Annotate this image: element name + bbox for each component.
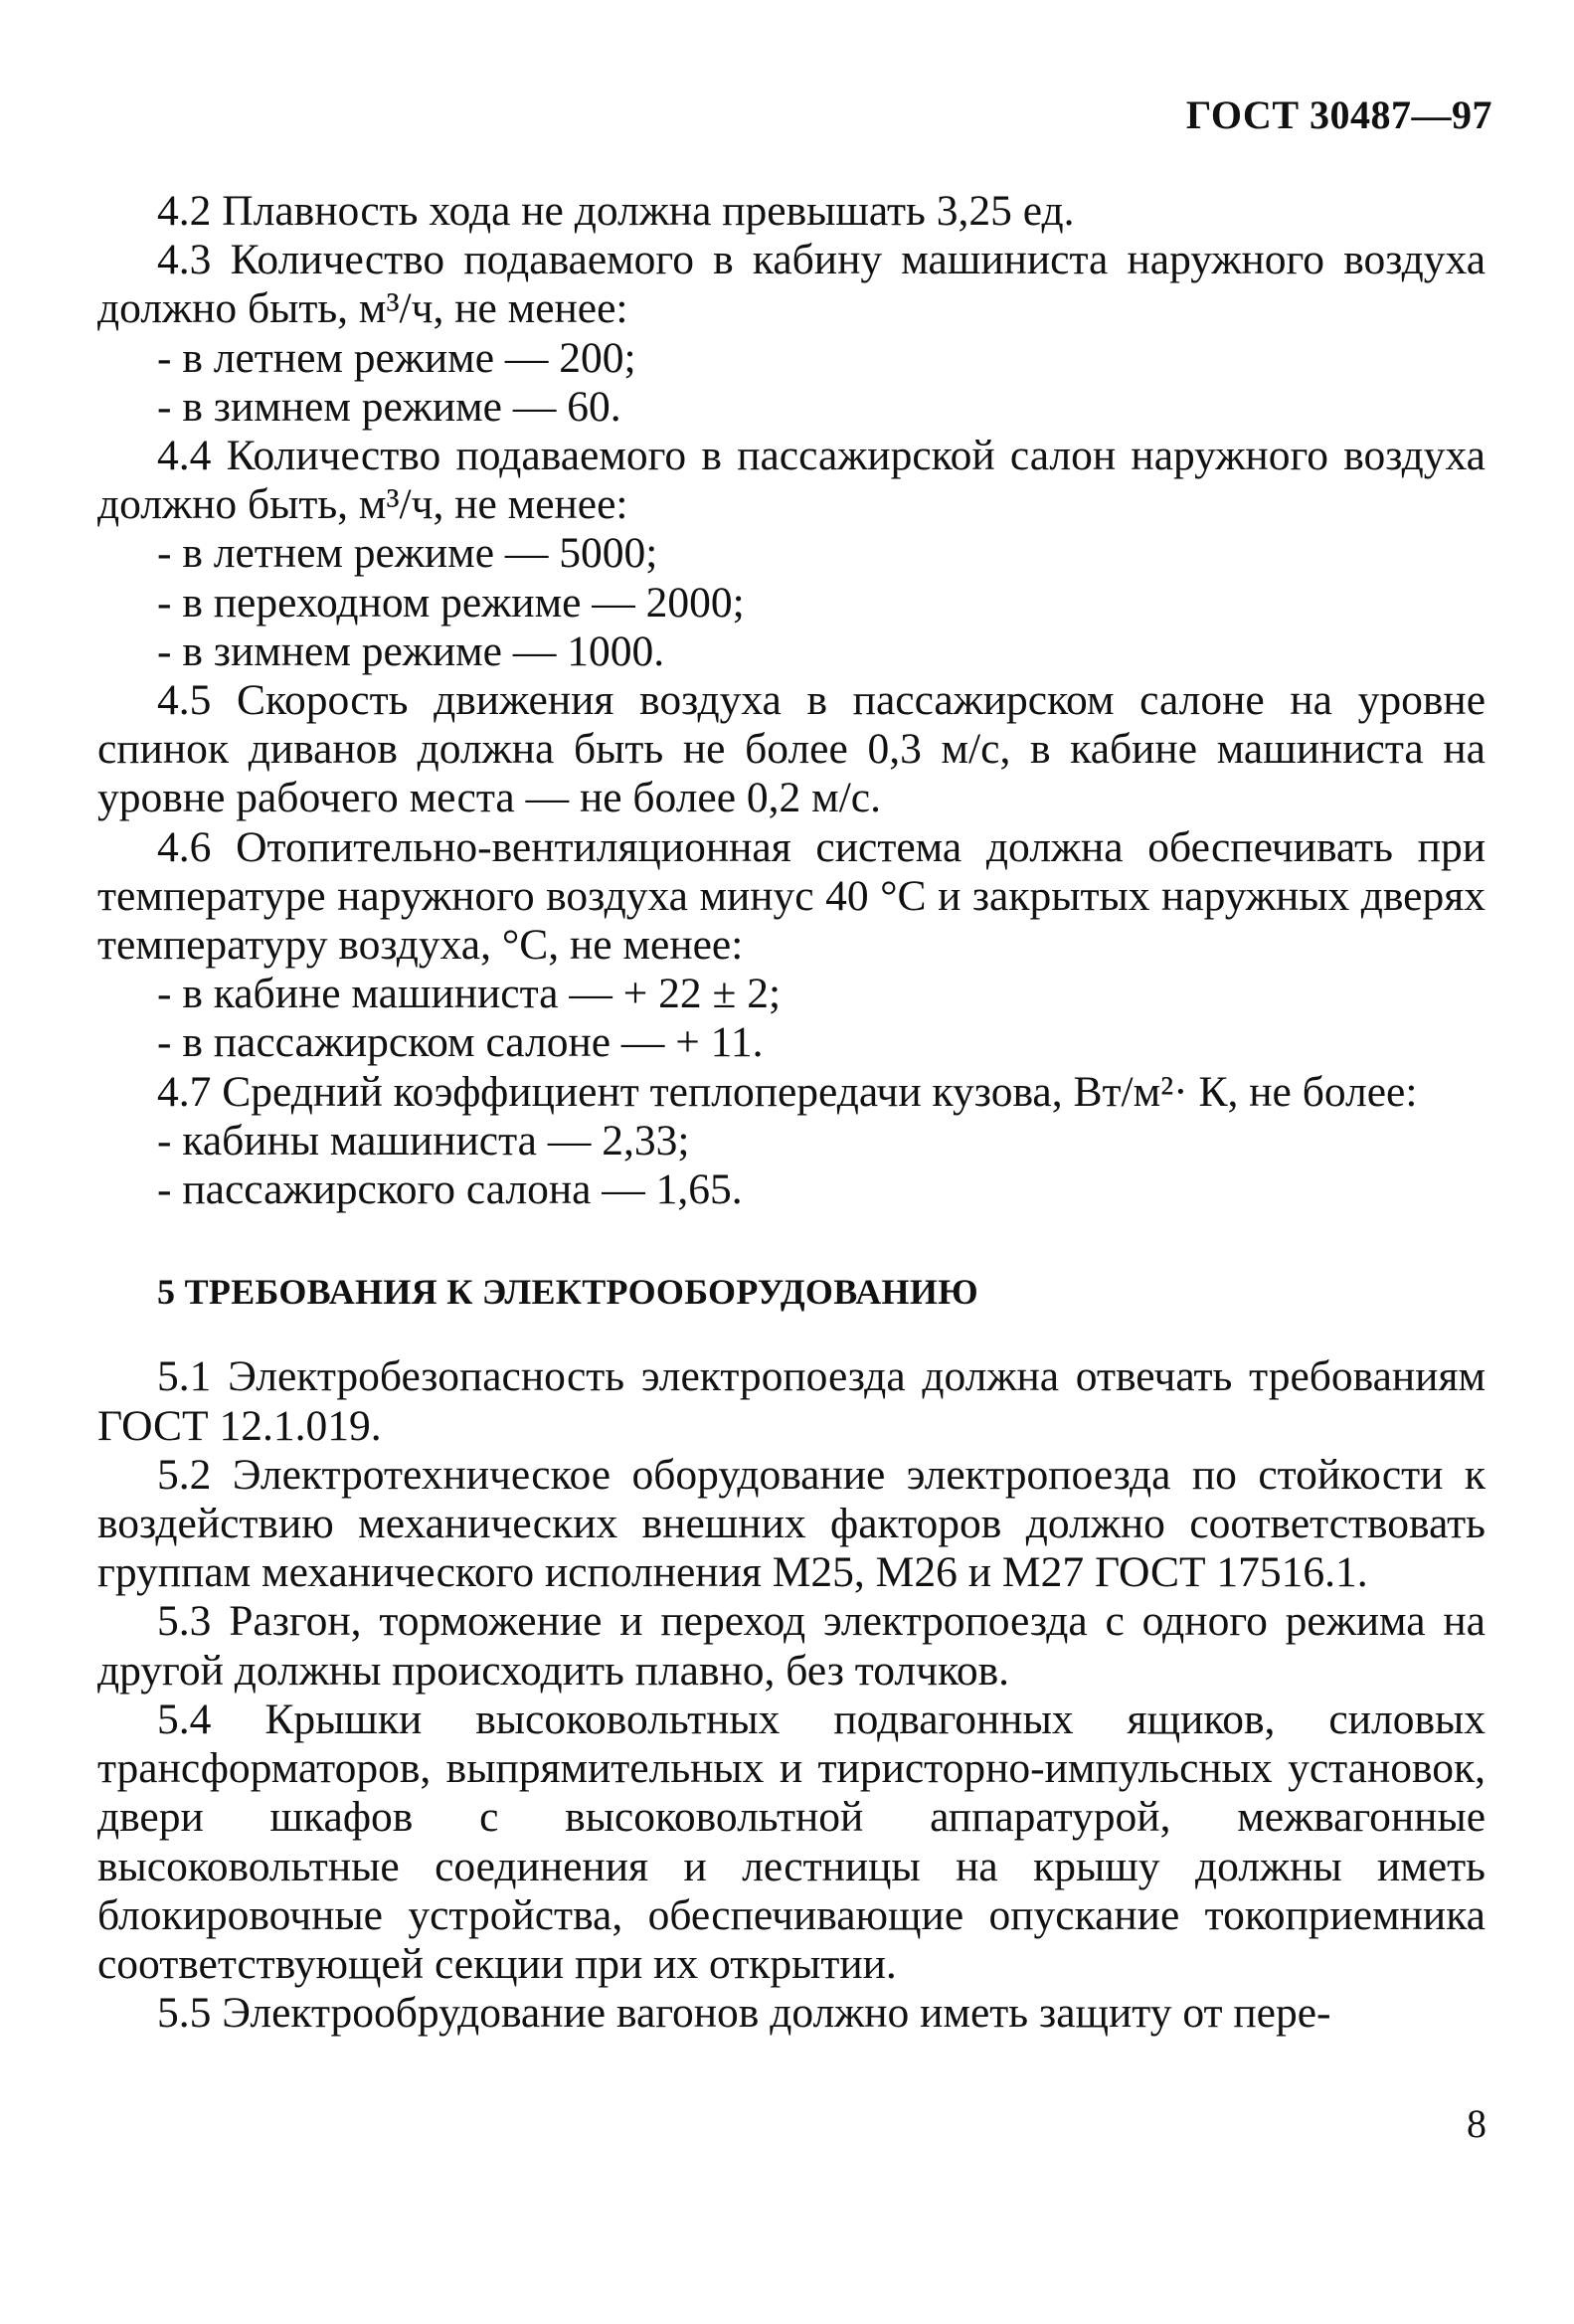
list-item: - в зимнем режиме — 1000. (157, 626, 665, 675)
list-item: - в пассажирском салоне — + 11. (157, 1018, 764, 1067)
document-body (97, 187, 1486, 2038)
document-header: ГОСТ 30487—97 (1185, 92, 1492, 137)
paragraph-5-2: 5.2 Электротехническое оборудование электропоезда по стойкости к воздействию механических внешних факторов должно соответствовать группам механического исполнения М25, М26 и М27 ГОСТ 17516.1. (97, 1450, 1486, 1597)
list-item: - в летнем режиме — 200; (157, 333, 636, 382)
paragraph-4-5: 4.5 Скорость движения воздуха в пассажирском салоне на уровне спинок диванов должна быть не более 0,3 м/с, в кабине машиниста на уровне рабочего места — не более 0,2 м/с. (97, 676, 1486, 822)
paragraph-5-4: 5.4 Крышки высоковольтных подвагонных ящиков, силовых трансформаторов, выпрямительных и тиристорно-импульсных установок, двери шкафов с высоковольтной аппаратурой, межвагонные высоковольтные соединения и лестницы на крышу должны иметь блокировочные устройства, обеспечивающие опускание токоприемника соответствующей секции при их открытии. (97, 1695, 1486, 1988)
list-item: - в кабине машиниста — + 22 ± 2; (157, 970, 782, 1018)
list-item: - пассажирского салона — 1,65. (157, 1165, 743, 1214)
list-item: - в летнем режиме — 5000; (157, 529, 658, 578)
list-item: - в переходном режиме — 2000; (157, 578, 745, 626)
paragraph-5-5: 5.5 Электрообрудование вагонов должно иметь защиту от пере- (157, 1989, 1331, 2038)
paragraph-5-3: 5.3 Разгон, торможение и переход электропоезда с одного режима на другой должны происходить плавно, без толчков. (97, 1597, 1486, 1695)
paragraph-5-1: 5.1 Электробезопасность электропоезда должна отвечать требованиям ГОСТ 12.1.019. (97, 1352, 1486, 1450)
paragraph-4-4: 4.4 Количество подаваемого в пассажирской салон наружного воздуха должно быть, м³/ч, не менее: (97, 432, 1486, 529)
paragraph-4-2: 4.2 Плавность хода не должна превышать 3,25 ед. (157, 187, 1075, 235)
paragraph-4-3: 4.3 Количество подаваемого в кабину машиниста наружного воздуха должно быть, м³/ч, не менее: (97, 236, 1486, 333)
section-5-heading: 5 ТРЕБОВАНИЯ К ЭЛЕКТРООБОРУДОВАНИЮ (157, 1272, 978, 1313)
list-item: - в зимнем режиме — 60. (157, 382, 621, 431)
page-number: 8 (1467, 2101, 1487, 2146)
list-item: - кабины машиниста — 2,33; (157, 1116, 690, 1164)
paragraph-4-7: 4.7 Средний коэффициент теплопередачи кузова, Вт/м²· К, не более: (157, 1067, 1418, 1116)
paragraph-4-6: 4.6 Отопительно-вентиляционная система должна обеспечивать при температуре наружного воздуха минус 40 °С и закрытых наружных дверях температуру воздуха, °С, не менее: (97, 822, 1486, 970)
